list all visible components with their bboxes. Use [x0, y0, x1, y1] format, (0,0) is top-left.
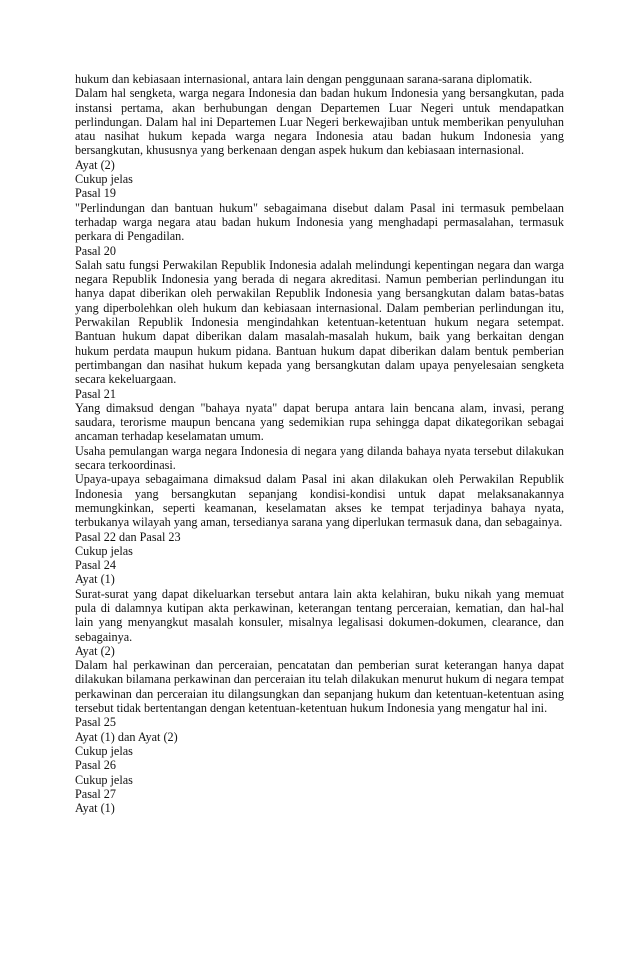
heading-pasal-20: Pasal 20	[75, 243, 116, 258]
paragraph-perkawinan: Dalam hal perkawinan dan perceraian, pencatatan dan pemberian surat keterangan hanya dapat dilakukan bilamana perkawinan dan perceraian itu telah dilakukan menurut hukum di negara tempat perkawinan dan perceraian itu dilangsungkan dan sepanjang hukum dan ketentuan-ketentuan asing tersebut tidak bertentangan dengan ketentuan-ketentuan hukum Indonesia yang mengatur hal ini.	[75, 658, 564, 716]
heading-pasal-25: Pasal 25	[75, 715, 116, 730]
heading-pasal-27: Pasal 27	[75, 786, 116, 801]
heading-ayat-1-dan-2: Ayat (1) dan Ayat (2)	[75, 729, 178, 744]
paragraph-pemulangan: Usaha pemulangan warga negara Indonesia di negara yang dilanda bahaya nyata tersebut dilakukan secara terkoordinasi.	[75, 443, 564, 473]
heading-pasal-22-23: Pasal 22 dan Pasal 23	[75, 529, 181, 544]
paragraph-pasal-20: Salah satu fungsi Perwakilan Republik Indonesia adalah melindungi kepentingan negara dan warga negara Republik Indonesia yang berada di negara akreditasi. Namun pemberian perlindungan itu hanya dapat diberikan oleh perwakilan Republik Indonesia yang bersangkutan dalam batas-batas yang diperbolehkan oleh hukum dan kebiasaan internasional. Dalam pemberian perlindungan itu, Perwakilan Republik Indonesia mengindahkan ketentuan-ketentuan hukum negara setempat. Bantuan hukum dapat diberikan dalam masalah-masalah hukum, baik yang berkaitan dengan hukum perdata maupun hukum pidana. Bantuan hukum dapat diberikan dalam bentuk pemberian pertimbangan dan nasihat hukum kepada yang bersangkutan dalam upaya penyelesaian sengketa secara kekeluargaan.	[75, 257, 564, 387]
paragraph-pasal-19: "Perlindungan dan bantuan hukum" sebagaimana disebut dalam Pasal ini termasuk pembelaan terhadap warga negara atau badan hukum Indonesia yang menghadapi permasalahan, termasuk perkara di Pengadilan.	[75, 200, 564, 244]
heading-ayat-2: Ayat (2)	[75, 643, 115, 658]
heading-ayat-1: Ayat (1)	[75, 572, 115, 587]
heading-pasal-24: Pasal 24	[75, 558, 116, 573]
heading-pasal-21: Pasal 21	[75, 386, 116, 401]
heading-ayat-2: Ayat (2)	[75, 157, 115, 172]
text-cukup-jelas: Cukup jelas	[75, 772, 133, 787]
text-cukup-jelas: Cukup jelas	[75, 743, 133, 758]
paragraph-sengketa: Dalam hal sengketa, warga negara Indonesia dan badan hukum Indonesia yang bersangkutan, pada instansi pertama, akan berhubungan dengan Departemen Luar Negeri untuk mendapatkan perlindungan. Dalam hal ini Departemen Luar Negeri berkewajiban untuk memberikan penyuluhan atau nasihat hukum kepada warga negara Indonesia atau badan hukum Indonesia yang bersangkutan, khususnya yang berkenaan dengan aspek hukum dan kebiasaan internasional.	[75, 86, 564, 158]
heading-ayat-1: Ayat (1)	[75, 801, 115, 816]
paragraph-upaya: Upaya-upaya sebagaimana dimaksud dalam Pasal ini akan dilakukan oleh Perwakilan Republik Indonesia yang bersangkutan sepanjang kondisi-kondisi untuk dapat melaksanakannya memungkinkan, seperti keamanan, keselamatan akses ke tempat terjadinya bahaya nyata, terbukanya wilayah yang aman, tersedianya sarana yang diperlukan termasuk dana, dan sebagainya.	[75, 472, 564, 530]
document-body	[75, 72, 564, 815]
heading-pasal-26: Pasal 26	[75, 758, 116, 773]
heading-pasal-19: Pasal 19	[75, 186, 116, 201]
text-cukup-jelas: Cukup jelas	[75, 543, 133, 558]
paragraph-bahaya-nyata: Yang dimaksud dengan "bahaya nyata" dapat berupa antara lain bencana alam, invasi, perang saudara, terorisme maupun bencana yang sedemikian rupa sehingga dapat dikategorikan sebagai ancaman terhadap keselamatan umum.	[75, 400, 564, 444]
paragraph-surat-surat: Surat-surat yang dapat dikeluarkan tersebut antara lain akta kelahiran, buku nikah yang memuat pula di dalamnya kutipan akta perkawinan, keterangan tentang perceraian, kematian, dan hal-hal lain yang menyangkut masalah konsuler, misalnya legalisasi dokumen-dokumen, clearance, dan sebagainya.	[75, 586, 564, 644]
text-cukup-jelas: Cukup jelas	[75, 172, 133, 187]
paragraph-continuation: hukum dan kebiasaan internasional, antara lain dengan penggunaan sarana-sarana diplomatik.	[75, 72, 533, 86]
